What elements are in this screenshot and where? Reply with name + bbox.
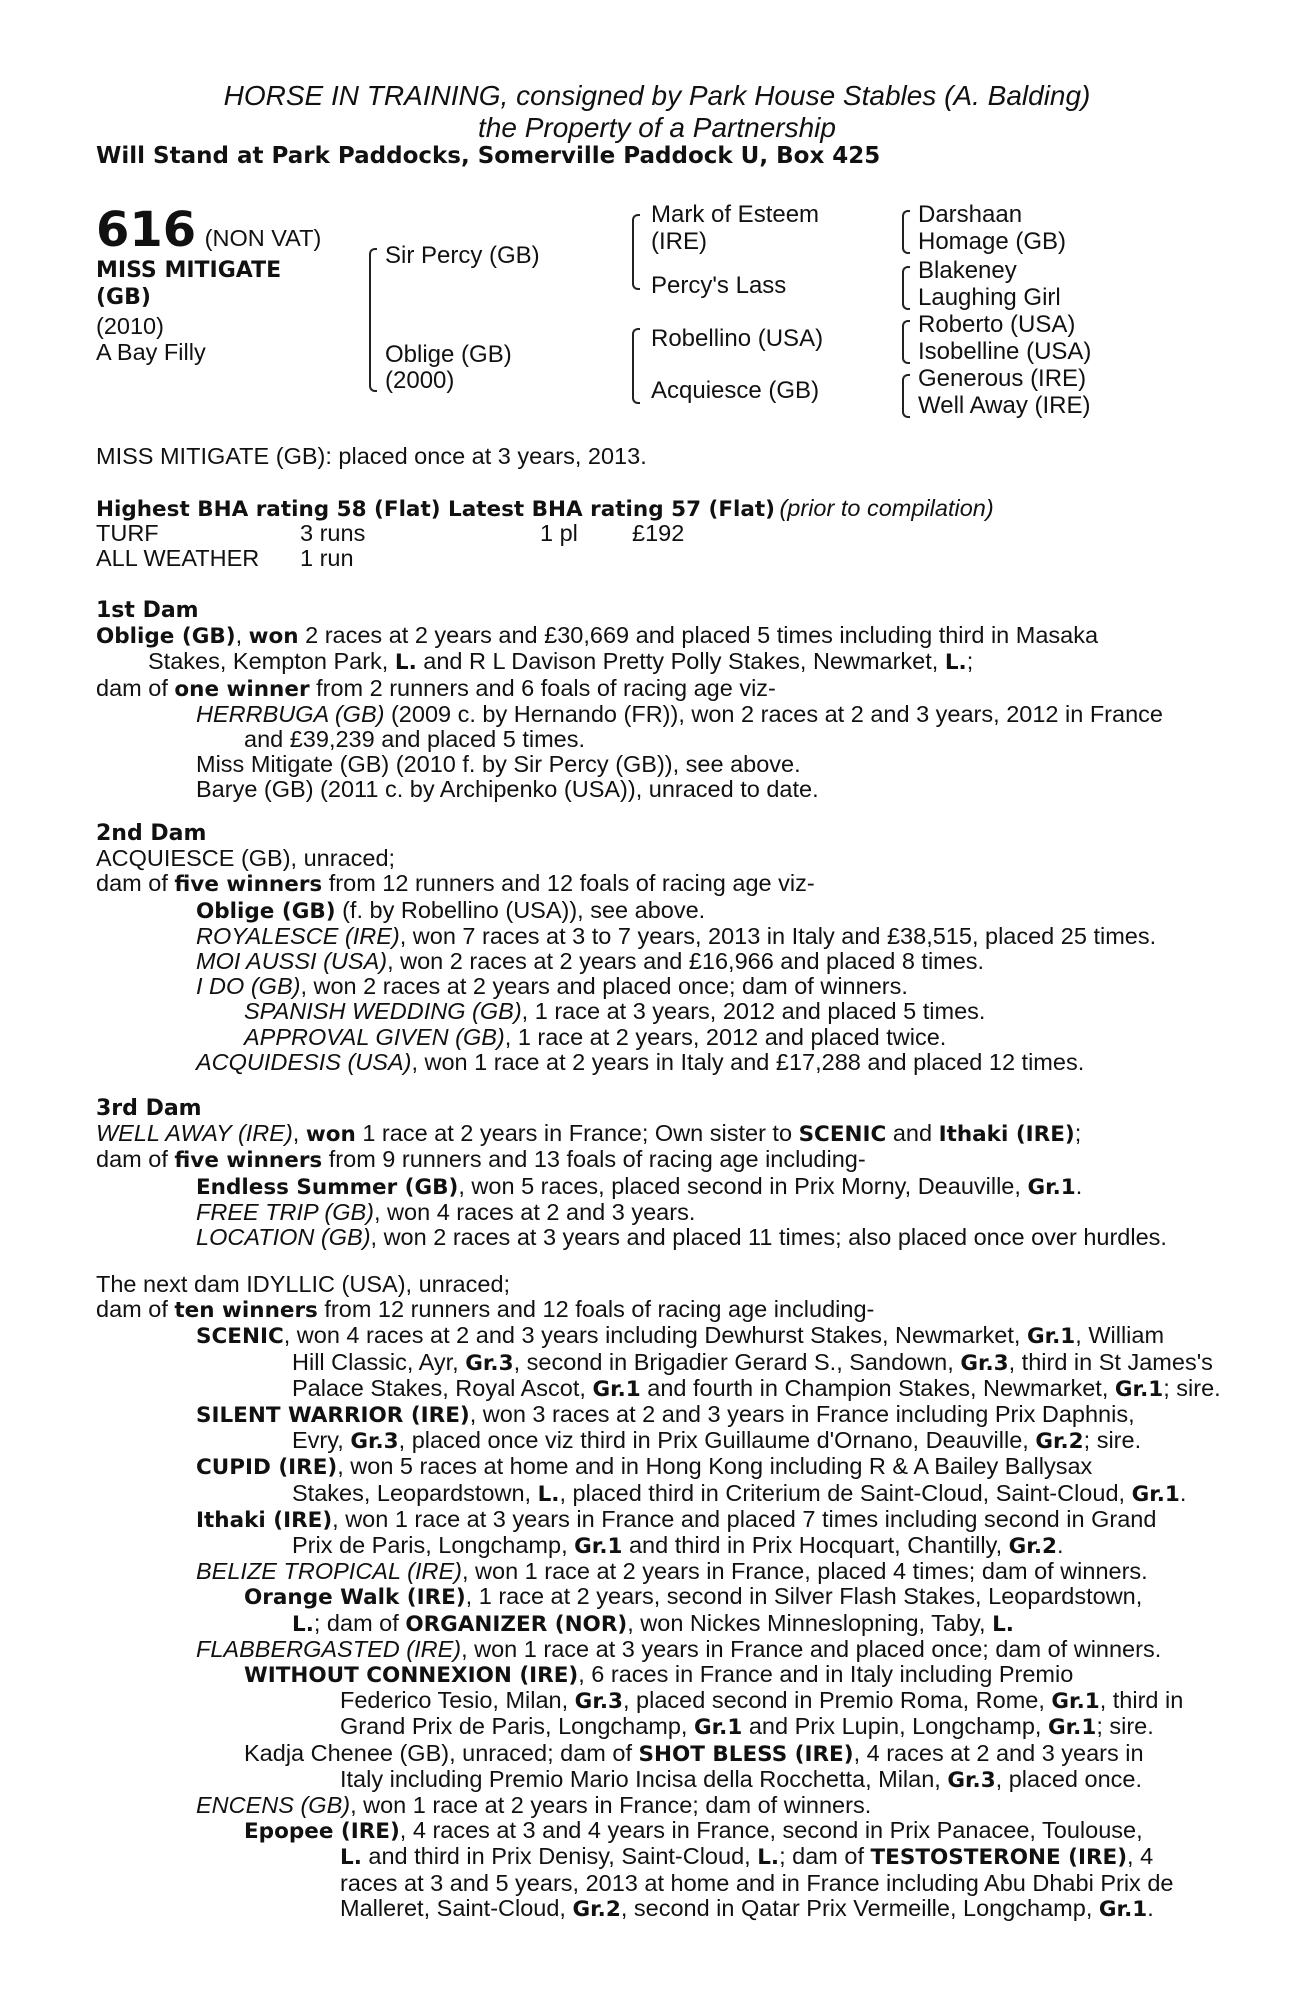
text: , 1 race at 3 years, 2012 and placed 5 times. [521, 998, 986, 1025]
grade: Gr.1 [1026, 1324, 1076, 1350]
text: , 4 races at 3 and 4 years in France, second in Prix Panacee, Toulouse, [399, 1817, 1143, 1844]
silent-warrior-line-1 [96, 1402, 1216, 1428]
epopee-line-3: races at 3 and 5 years, 2013 at home and in France including Abu Dhabi Prix de [340, 1869, 1174, 1896]
rating-line [96, 496, 994, 522]
first-dam-section [96, 598, 1216, 803]
listed: L. [340, 1845, 362, 1871]
text: , third in St James's [1008, 1348, 1213, 1375]
text: 1 race at 2 years in France; Own sister to [355, 1120, 799, 1147]
grade: Gr.1 [592, 1376, 641, 1402]
text: Italy including Premio Mario Incisa della Rocchetta, Milan, [340, 1765, 948, 1792]
pedigree-bracket-4 [902, 374, 910, 418]
pedigree-bracket-3 [902, 320, 910, 364]
horse: FREE TRIP (GB) [196, 1198, 374, 1225]
text: , won Nickes Minneslopning, Taby, [627, 1609, 993, 1636]
grade: Gr.1 [1051, 1689, 1100, 1715]
text: ; dam of [779, 1843, 871, 1870]
race-summary: MISS MITIGATE (GB): placed once at 3 years, 2013. [96, 443, 647, 469]
horse-description: A Bay Filly [96, 339, 206, 365]
header-line-2: the Property of a Partnership [478, 112, 836, 143]
text: Grand Prix de Paris, Longchamp, [340, 1713, 694, 1740]
sep: , [292, 1120, 306, 1147]
grade: Gr.1 [1131, 1481, 1180, 1507]
text: ; sire. [1083, 1427, 1142, 1454]
grade: Gr.3 [350, 1429, 399, 1455]
horse: TESTOSTERONE (IRE) [870, 1845, 1128, 1871]
third-dam-section [96, 1096, 1216, 1250]
horse: Orange Walk (IRE) [244, 1585, 466, 1611]
text: , 1 race at 2 years, 2012 and placed twice. [504, 1023, 947, 1050]
first-dam-line-7: Barye (GB) (2011 c. by Archipenko (USA)), unraced to date. [196, 776, 819, 803]
grade: Gr.3 [574, 1689, 623, 1715]
text: ; dam of [313, 1609, 406, 1636]
second-dam-line-5 [96, 949, 1216, 974]
scenic-line-3 [96, 1374, 1221, 1402]
third-dam-line-4 [96, 1200, 1216, 1225]
first-dam-line-4 [96, 702, 1216, 727]
horse: HERRBUGA (GB) [196, 700, 385, 727]
text: from 12 runners and 12 foals of racing age viz- [322, 870, 815, 897]
text: , won 1 race at 3 years in France and placed once; dam of winners. [461, 1635, 1162, 1662]
text: , won 4 races at 2 and 3 years. [374, 1198, 696, 1225]
encens-line [96, 1793, 1216, 1818]
grade: Gr.1 [574, 1534, 623, 1560]
next-dam-line-2 [96, 1297, 1216, 1323]
second-dam-line-2 [96, 871, 1216, 897]
kadja-chenee-line-1 [96, 1741, 1216, 1767]
horse: ORGANIZER (NOR) [405, 1611, 628, 1637]
horse: Epopee (IRE) [244, 1819, 400, 1845]
text: , won 5 races, placed second in Prix Morny, Deauville, [458, 1172, 1028, 1199]
text: and third in Prix Hocquart, Chantilly, [622, 1532, 1009, 1559]
text: ; sire. [1163, 1374, 1221, 1401]
listed: L. [394, 650, 417, 676]
text: Prix de Paris, Longchamp, [292, 1532, 575, 1559]
pedigree-bracket-2 [902, 266, 910, 310]
third-dam-line-2 [96, 1147, 1216, 1173]
text: , second in Qatar Prix Vermeille, Longchamp, [620, 1894, 1099, 1921]
horse: MOI AUSSI (USA) [196, 948, 388, 975]
text: from 9 runners and 13 foals of racing age including- [322, 1146, 866, 1173]
turf-money: £192 [632, 520, 685, 546]
text: , 4 races at 2 and 3 years in [853, 1739, 1144, 1766]
text: . [1179, 1479, 1187, 1506]
first-dam-line-5: and £39,239 and placed 5 times. [244, 726, 586, 753]
text: . [1147, 1894, 1154, 1921]
text: dam of [96, 1146, 175, 1173]
horse: CUPID (IRE) [196, 1455, 338, 1481]
grade: Gr.1 [1098, 1896, 1148, 1922]
won: won [305, 1122, 356, 1148]
aw-label: ALL WEATHER [96, 545, 260, 571]
ithaki-line-1 [96, 1507, 1216, 1533]
listed: L. [292, 1611, 314, 1637]
listed: L. [537, 1481, 560, 1507]
grade: Gr.1 [1027, 1174, 1076, 1200]
text: , 4 [1127, 1843, 1154, 1870]
kadja-chenee-line-2 [96, 1767, 1216, 1793]
pedigree-sire: Sir Percy (GB) [385, 242, 540, 269]
third-dam-line-5 [96, 1225, 1216, 1250]
won: won [248, 624, 299, 650]
horse: SILENT WARRIOR (IRE) [196, 1403, 470, 1429]
text: Evry, [292, 1427, 351, 1454]
text: , won 2 races at 2 years and £16,966 and placed 8 times. [387, 948, 985, 975]
scenic-line-1 [96, 1323, 1216, 1349]
text: dam of [96, 674, 175, 701]
listed: L. [992, 1611, 1014, 1637]
epopee-line-2 [96, 1844, 1216, 1870]
grade: Gr.3 [465, 1350, 514, 1376]
text: (f. by Robellino (USA)), see above. [335, 896, 706, 923]
text: . [1075, 1172, 1083, 1199]
first-dam-line-1 [96, 623, 1216, 649]
pedigree-gen3-4: Laughing Girl [918, 284, 1061, 311]
horse: SHOT BLESS (IRE) [638, 1741, 854, 1767]
pedigree-bracket-1 [902, 210, 910, 254]
horse-name: MISS MITIGATE [96, 258, 282, 283]
text: and fourth in Champion Stakes, Newmarket, [640, 1374, 1115, 1401]
text: dam of [96, 1296, 175, 1323]
lot-number: 616 [96, 202, 197, 258]
dam-name: Oblige (GB) [96, 624, 236, 650]
text: dam of [96, 870, 175, 897]
pedigree-dam-dam: Acquiesce (GB) [651, 377, 820, 404]
pedigree-gen3-7: Generous (IRE) [918, 365, 1087, 392]
pedigree-dam: Oblige (GB) [385, 341, 512, 368]
turf-label: TURF [96, 520, 159, 546]
text: , won 3 races at 2 and 3 years in France including Prix Daphnis, [469, 1401, 1135, 1428]
text: , William [1075, 1322, 1165, 1349]
third-dam-line-1 [96, 1121, 1216, 1147]
text: , won 4 races at 2 and 3 years including Dewhurst Stakes, Newmarket, [283, 1322, 1027, 1349]
horse: WELL AWAY (IRE) [96, 1120, 293, 1147]
text: ; [966, 648, 974, 675]
second-dam-line-3 [96, 898, 1216, 924]
text: , placed third in Criterium de Saint-Cloud, Saint-Cloud, [559, 1479, 1132, 1506]
turf-placed: 1 pl [540, 520, 578, 546]
text: ; sire. [1096, 1713, 1154, 1740]
text: from 12 runners and 12 foals of racing age including- [317, 1296, 875, 1323]
horse: BELIZE TROPICAL (IRE) [196, 1558, 462, 1585]
text: Federico Tesio, Milan, [340, 1687, 575, 1714]
horse: Ithaki (IRE) [196, 1507, 333, 1533]
text: from 2 runners and 6 foals of racing age viz- [309, 674, 776, 701]
pedigree-gen3-8: Well Away (IRE) [918, 392, 1091, 419]
grade: Gr.2 [572, 1896, 621, 1922]
pedigree-gen3-1: Darshaan [918, 201, 1023, 228]
winners: five winners [174, 1148, 323, 1174]
pedigree-sire-dam: Percy's Lass [651, 272, 787, 299]
second-dam-line-4 [96, 924, 1216, 949]
horse: SCENIC [798, 1122, 887, 1148]
pedigree-dam-year: (2000) [385, 367, 455, 394]
text: 2 races at 2 years and £30,669 and placed 5 times including third in Masaka [298, 622, 1099, 649]
horse: Oblige (GB) [196, 898, 336, 924]
lot-vat: (NON VAT) [204, 225, 322, 251]
text: , 1 race at 2 years, second in Silver Flash Stakes, Leopardstown, [465, 1583, 1143, 1610]
sep: , [235, 622, 249, 649]
horse: Ithaki (IRE) [938, 1122, 1075, 1148]
text: Palace Stakes, Royal Ascot, [292, 1374, 593, 1401]
horse: SPANISH WEDDING (GB) [244, 998, 522, 1025]
second-dam-line-7 [96, 999, 1216, 1024]
pedigree-bracket-dam [632, 328, 640, 404]
pedigree-dam-sire: Robellino (USA) [651, 325, 824, 352]
second-dam-line-8 [96, 1025, 1216, 1050]
text: Hill Classic, Ayr, [292, 1348, 466, 1375]
text: , 6 races in France and in Italy including Premio [578, 1661, 1074, 1688]
text: and R L Davison Pretty Polly Stakes, Newmarket, [416, 648, 945, 675]
grade: Gr.3 [947, 1767, 996, 1793]
silent-warrior-line-2 [96, 1428, 1216, 1454]
text: Stakes, Leopardstown, [292, 1479, 538, 1506]
text: Kadja Chenee (GB), unraced; dam of [244, 1739, 639, 1766]
text: Stakes, Kempton Park, [148, 648, 395, 675]
second-dam-section [96, 821, 1216, 1075]
text: , placed once viz third in Prix Guillaume d'Ornano, Deauville, [398, 1427, 1036, 1454]
text: and [886, 1120, 939, 1147]
next-dam-section [96, 1271, 1221, 1922]
horse: FLABBERGASTED (IRE) [196, 1635, 462, 1662]
first-dam-title: 1st Dam [96, 598, 199, 623]
second-dam-line-1: ACQUIESCE (GB), unraced; [96, 845, 396, 872]
grade: Gr.2 [1008, 1534, 1057, 1560]
winners: one winner [174, 676, 310, 702]
header-line-3: Will Stand at Park Paddocks, Somerville Paddock U, Box 425 [96, 143, 881, 169]
pedigree-gen3-3: Blakeney [918, 257, 1017, 284]
second-dam-line-9 [96, 1050, 1216, 1075]
lot-number-line [96, 202, 321, 258]
text: , won 1 race at 2 years in France; dam of winners. [350, 1792, 872, 1819]
grade: Gr.3 [960, 1350, 1009, 1376]
text: , second in Brigadier Gerard S., Sandown, [513, 1348, 961, 1375]
text: ; [1074, 1120, 1082, 1147]
cupid-line-2 [96, 1481, 1216, 1507]
text: , won 1 race at 2 years in Italy and £17,288 and placed 12 times. [411, 1048, 1085, 1075]
text: . [1056, 1532, 1064, 1559]
listed: L. [944, 650, 967, 676]
text: , won 2 races at 2 years and placed once; dam of winners. [300, 973, 908, 1000]
text: , won 1 race at 3 years in France and placed 7 times including second in Grand [332, 1505, 1157, 1532]
listed: L. [757, 1845, 780, 1871]
aw-runs: 1 run [300, 545, 354, 571]
text: and Prix Lupin, Longchamp, [742, 1713, 1048, 1740]
text: , placed second in Premio Roma, Rome, [622, 1687, 1052, 1714]
horse-year: (2010) [96, 313, 164, 339]
winners: ten winners [174, 1298, 318, 1324]
text: , third in [1099, 1687, 1184, 1714]
text: , placed once. [995, 1765, 1142, 1792]
second-dam-line-6 [96, 974, 1216, 999]
pedigree-bracket-gen1 [369, 248, 377, 392]
winners: five winners [174, 872, 323, 898]
flabbergasted-line [96, 1637, 1216, 1662]
without-connexion-line-2 [96, 1688, 1216, 1714]
turf-runs: 3 runs [300, 520, 366, 546]
orange-walk-line-1 [96, 1584, 1216, 1610]
without-connexion-line-1 [96, 1662, 1216, 1688]
first-dam-line-3 [96, 676, 1216, 702]
pedigree-gen3-6: Isobelline (USA) [918, 338, 1092, 365]
pedigree-sire-sire: Mark of Esteem [651, 201, 820, 228]
belize-line [96, 1559, 1216, 1584]
ithaki-line-2 [96, 1533, 1216, 1559]
text: , won 5 races at home and in Hong Kong including R & A Bailey Ballysax [337, 1453, 1093, 1480]
orange-walk-line-2 [96, 1611, 1216, 1637]
horse: Endless Summer (GB) [196, 1174, 459, 1200]
pedigree-bracket-sire [632, 214, 640, 290]
rating-note: (prior to compilation) [779, 495, 994, 521]
horse: I DO (GB) [196, 973, 301, 1000]
grade: Gr.1 [1048, 1715, 1097, 1741]
cupid-line-1 [96, 1454, 1216, 1480]
third-dam-line-3 [96, 1174, 1216, 1200]
horse: LOCATION (GB) [196, 1224, 371, 1251]
first-dam-line-2 [96, 649, 1216, 675]
text: and third in Prix Denisy, Saint-Cloud, [361, 1843, 758, 1870]
rating-text: Highest BHA rating 58 (Flat) Latest BHA rating 57 (Flat) [96, 497, 776, 522]
grade: Gr.2 [1035, 1429, 1084, 1455]
epopee-line-4 [96, 1896, 1216, 1922]
grade: Gr.1 [693, 1715, 743, 1741]
second-dam-title: 2nd Dam [96, 821, 207, 846]
horse: ROYALESCE (IRE) [196, 922, 400, 949]
horse: ENCENS (GB) [196, 1792, 351, 1819]
next-dam-line-1: The next dam IDYLLIC (USA), unraced; [96, 1271, 511, 1297]
third-dam-title: 3rd Dam [96, 1096, 202, 1121]
without-connexion-line-3 [96, 1714, 1216, 1740]
horse: WITHOUT CONNEXION (IRE) [244, 1663, 579, 1689]
horse-country: (GB) [96, 285, 151, 310]
pedigree-gen3-5: Roberto (USA) [918, 311, 1076, 338]
first-dam-line-6: Miss Mitigate (GB) (2010 f. by Sir Percy (GB)), see above. [196, 751, 801, 778]
horse: SCENIC [196, 1324, 284, 1350]
text: , won 2 races at 3 years and placed 11 times; also placed once over hurdles. [370, 1224, 1167, 1251]
header-line-1: HORSE IN TRAINING, consigned by Park House Stables (A. Balding) [223, 80, 1091, 111]
text: (2009 c. by Hernando (FR)), won 2 races at 2 and 3 years, 2012 in France [384, 700, 1163, 727]
scenic-line-2 [96, 1350, 1216, 1376]
pedigree-sire-sire-country: (IRE) [651, 228, 707, 255]
epopee-line-1 [96, 1818, 1216, 1844]
pedigree-gen3-2: Homage (GB) [918, 228, 1067, 255]
text: Malleret, Saint-Cloud, [340, 1894, 573, 1921]
grade: Gr.1 [1114, 1376, 1164, 1402]
text: , won 1 race at 2 years in France, placed 4 times; dam of winners. [461, 1558, 1148, 1585]
horse: APPROVAL GIVEN (GB) [244, 1023, 505, 1050]
horse: ACQUIDESIS (USA) [196, 1048, 412, 1075]
text: , won 7 races at 3 to 7 years, 2013 in Italy and £38,515, placed 25 times. [399, 922, 1157, 949]
